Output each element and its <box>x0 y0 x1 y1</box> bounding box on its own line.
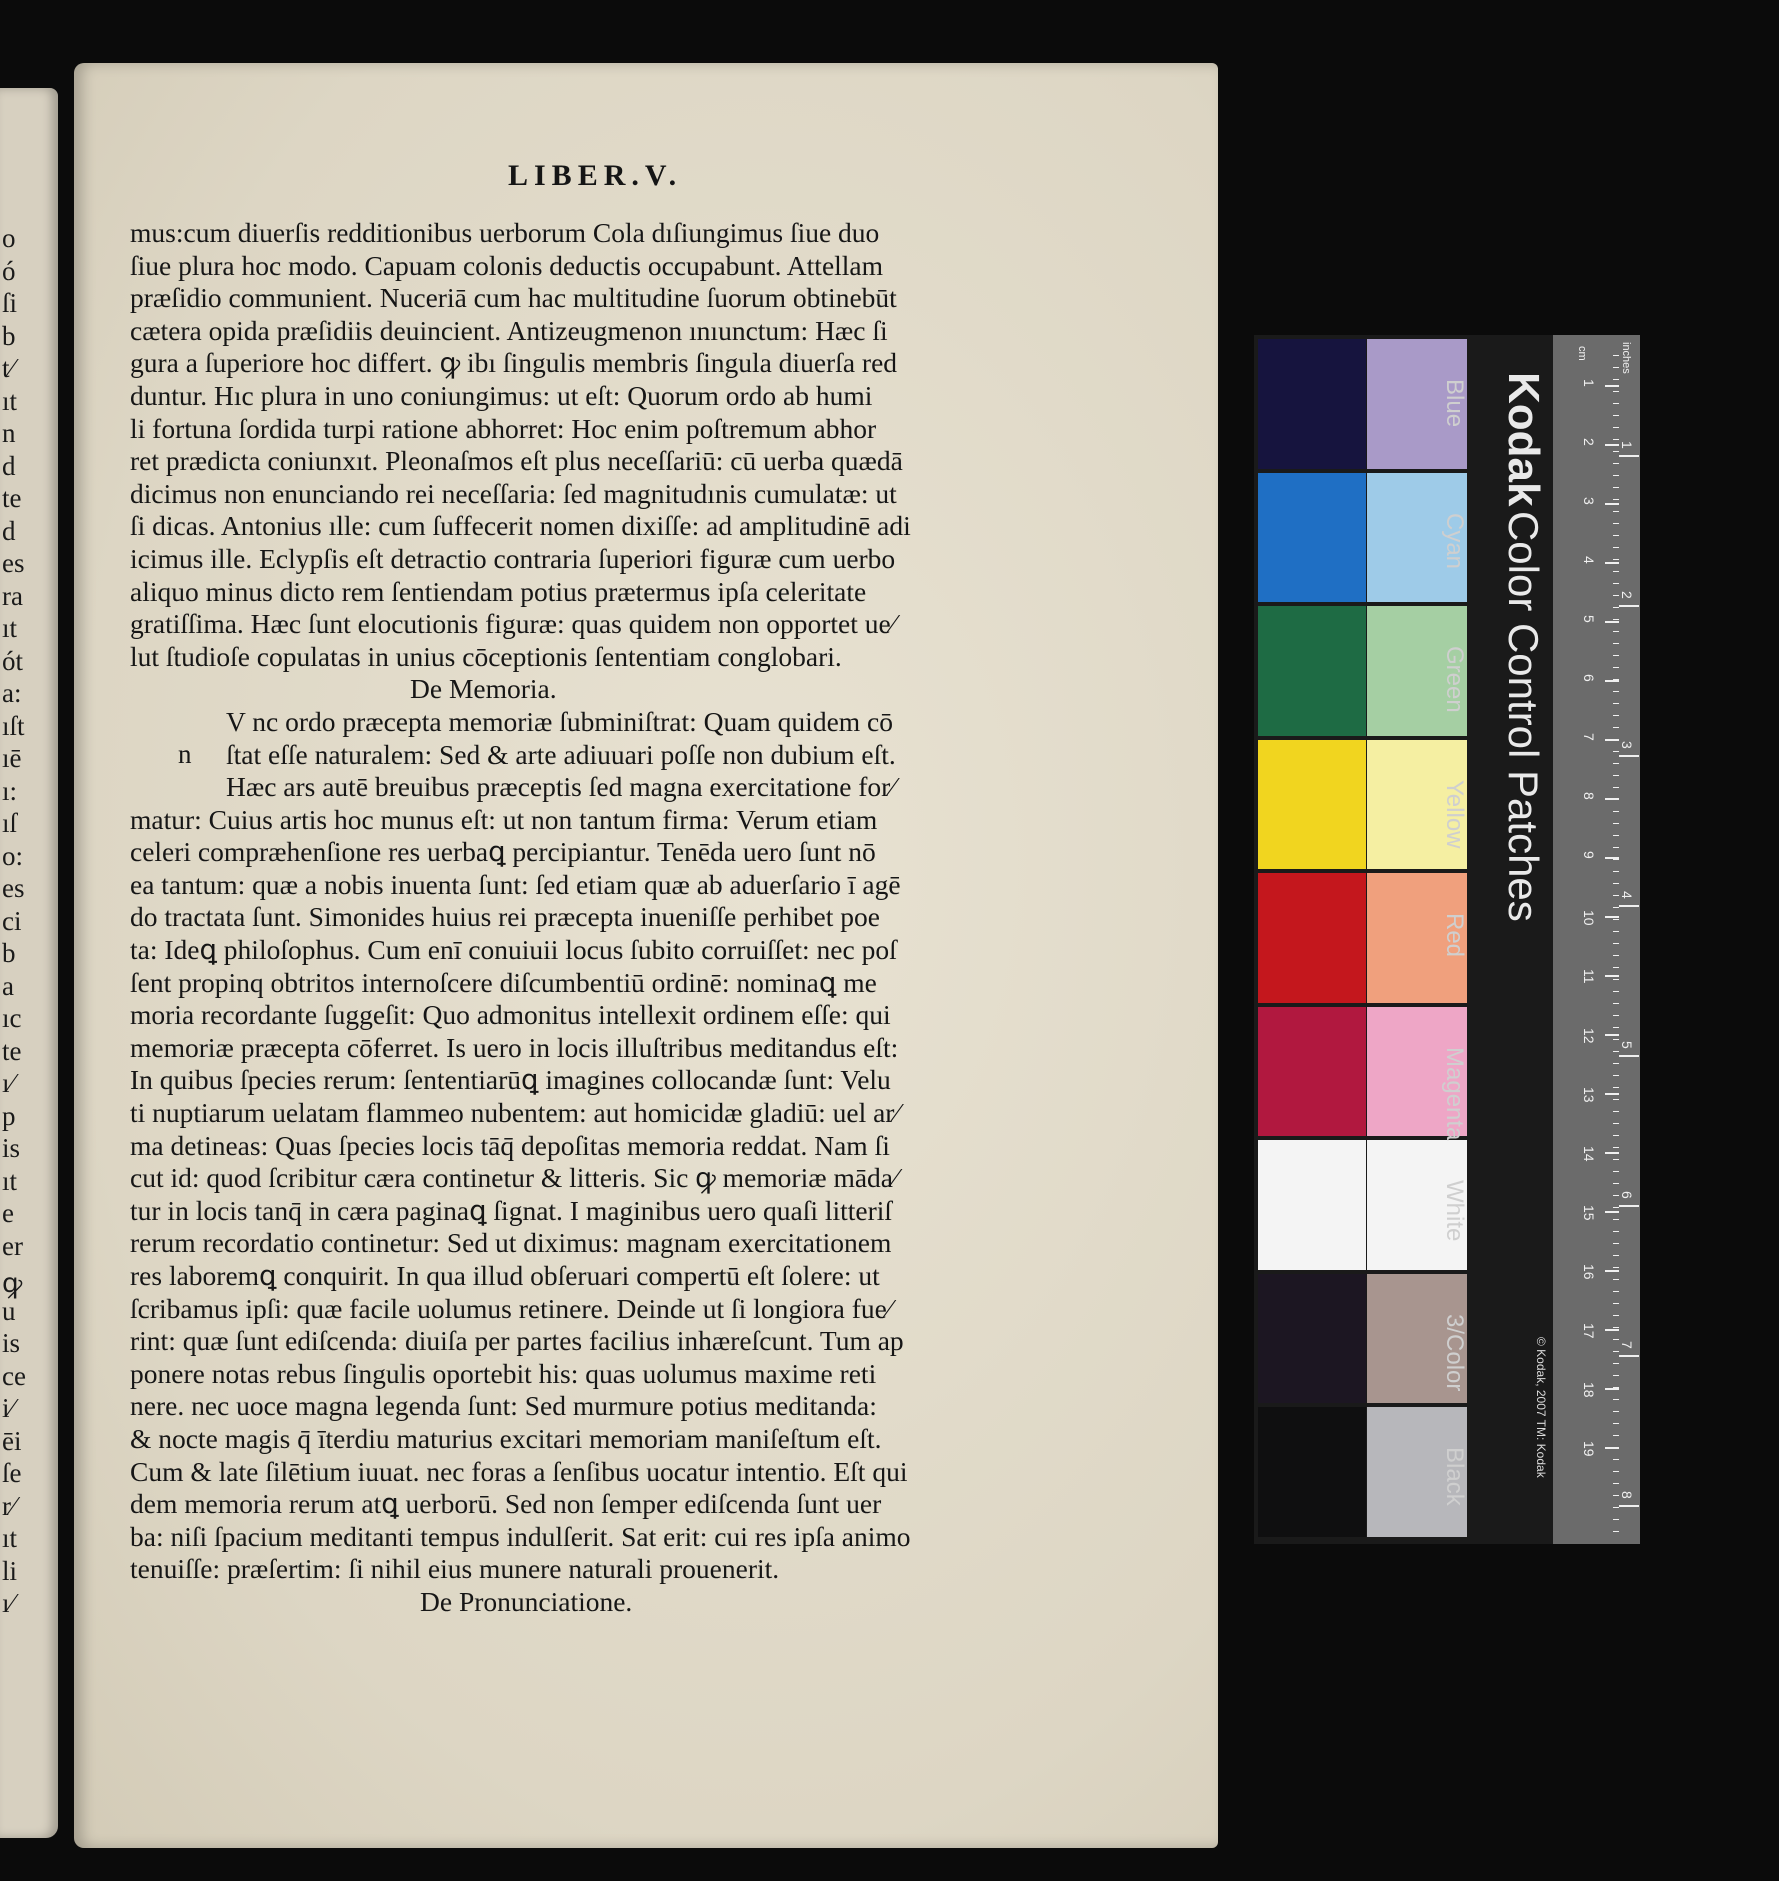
text-line: tenuiſſe: præſertim: ſi nihil eius munere naturali prouenerit. <box>130 1553 780 1585</box>
text-line: cætera opida præſidiis deuincient. Antizeugmenon ınıunctum: Hæc ſi <box>130 314 888 346</box>
left-page-fragment: o <box>2 223 16 253</box>
left-page-fragment: ra <box>2 580 23 611</box>
text-line: & nocte magis q̄ īterdiu maturius excitari memoriam maniſeſtum eſt. <box>130 1422 882 1454</box>
color-patch-green-dark <box>1258 606 1366 736</box>
ruler-minor-tick <box>1613 1015 1619 1016</box>
color-patch-black-dark <box>1258 1407 1366 1537</box>
left-page-fragment: ꝙ <box>2 1268 23 1298</box>
ruler-minor-tick <box>1613 1411 1619 1412</box>
ruler-minor-tick <box>1613 955 1619 956</box>
left-page-fragment: b <box>2 320 16 351</box>
text-line: ba: niſi ſpacium meditanti tempus indulſerit. Sat erit: cui res ipſa animo <box>130 1520 911 1552</box>
ruler-minor-tick <box>1613 775 1619 776</box>
text-line: memoriæ præcepta cōferret. Is uero in locis illuſtribus meditandus eſt: <box>130 1031 899 1063</box>
ruler-minor-tick <box>1613 1027 1619 1028</box>
left-page-fragment: ıt <box>2 385 18 416</box>
ruler-minor-tick <box>1613 355 1619 356</box>
cm-tick <box>1605 1329 1619 1331</box>
cm-tick-label: 19 <box>1581 1441 1597 1457</box>
inch-tick-label: 6 <box>1619 1191 1635 1199</box>
left-page-fragment: er <box>2 1230 23 1261</box>
left-page-fragment: p <box>2 1100 16 1131</box>
left-page-fragment: li <box>2 1555 18 1586</box>
cm-tick-label: 6 <box>1581 674 1597 682</box>
inch-tick-label: 4 <box>1619 891 1635 899</box>
text-line: ti nuptiarum uelatam flammeo nubentem: aut homicidæ gladiū: uel ar⁄ <box>130 1097 900 1129</box>
text-block <box>130 217 1030 1619</box>
left-page-fragment: a <box>2 970 14 1001</box>
ruler-minor-tick <box>1613 403 1619 404</box>
left-page-fragment: r⁄ <box>2 1490 16 1521</box>
ruler-minor-tick <box>1613 391 1619 392</box>
left-page-fragment: te <box>2 483 22 513</box>
text-line: ſiue plura hoc modo. Capuam colonis deductis occupabunt. Attellam <box>130 249 884 281</box>
text-line: rerum recordatio continetur: Sed ut diximus: magnam exercitationem <box>130 1227 892 1259</box>
text-line: ſi dicas. Antonius ılle: cum ſuffecerit nomen dixiſſe: ad amplitudinē adi <box>130 510 911 542</box>
ruler-minor-tick <box>1613 823 1619 824</box>
inch-tick-label: 5 <box>1619 1041 1635 1049</box>
ruler-minor-tick <box>1613 967 1619 968</box>
cm-tick <box>1605 385 1619 387</box>
inch-tick-label: 7 <box>1619 1341 1635 1349</box>
cm-tick <box>1605 562 1619 564</box>
cm-tick-label: 18 <box>1581 1382 1597 1398</box>
left-page-fragment: ſe <box>2 1458 22 1488</box>
ruler-minor-tick <box>1613 415 1619 416</box>
left-page-fragment: ıc <box>2 1003 22 1033</box>
text-line: dem memoria rerum atꝗ uerborū. Sed non ſemper ediſcenda ſunt uer <box>130 1488 882 1520</box>
cm-tick-label: 7 <box>1581 733 1597 741</box>
ruler-minor-tick <box>1613 1375 1619 1376</box>
ruler-minor-tick <box>1613 691 1619 692</box>
ruler-minor-tick <box>1613 1183 1619 1184</box>
text-line: ta: Ideꝗ philoſophus. Cum enī conuiuii locus ſubito corruiſſet: nec poſ <box>130 934 897 966</box>
ruler-minor-tick <box>1613 835 1619 836</box>
left-page-fragment: ó <box>2 255 16 286</box>
ruler-minor-tick <box>1613 1159 1619 1160</box>
ruler-minor-tick <box>1613 859 1619 860</box>
cm-unit-label: cm <box>1576 346 1588 361</box>
ruler-minor-tick <box>1613 715 1619 716</box>
cm-tick-label: 1 <box>1581 379 1597 387</box>
text-line: li fortuna ſordida turpi ratione abhorret: Hoc enim poſtremum abhor <box>130 412 877 444</box>
ruler-minor-tick <box>1613 1123 1619 1124</box>
inch-tick <box>1619 1355 1639 1357</box>
cm-tick <box>1605 621 1619 623</box>
ruler-minor-tick <box>1613 907 1619 908</box>
color-patch-white-dark <box>1258 1140 1366 1270</box>
ruler-minor-tick <box>1613 1147 1619 1148</box>
ruler-minor-tick <box>1613 367 1619 368</box>
left-page-fragment: n <box>2 418 16 448</box>
ruler-minor-tick <box>1613 1003 1619 1004</box>
color-patch-magenta-dark <box>1258 1007 1366 1137</box>
left-page-fragment: ı⁄ <box>2 1068 15 1098</box>
ruler-minor-tick <box>1613 1051 1619 1052</box>
cm-tick-label: 11 <box>1581 969 1597 984</box>
ruler-minor-tick <box>1613 631 1619 632</box>
ruler-minor-tick <box>1613 787 1619 788</box>
left-page-fragment: ce <box>2 1360 26 1391</box>
ruler-minor-tick <box>1613 1363 1619 1364</box>
cm-tick-label: 8 <box>1581 792 1597 800</box>
text-line: Cum & late ſilētium iuuat. nec foras a ſenſibus uocatur intentio. Eſt qui <box>130 1455 908 1487</box>
left-page-fragment: d <box>2 450 16 481</box>
left-page-fragment: o: <box>2 840 24 871</box>
cm-tick <box>1605 1152 1619 1154</box>
cm-tick-label: 16 <box>1581 1264 1597 1280</box>
ruler-minor-tick <box>1613 1399 1619 1400</box>
text-line: matur: Cuius artis hoc munus eſt: ut non tantum firma: Verum etiam <box>130 803 878 835</box>
patch-label: Blue <box>1441 379 1468 428</box>
ruler-minor-tick <box>1613 379 1619 380</box>
patch-label: Cyan <box>1441 512 1468 569</box>
text-line: ret prædicta coniunxıt. Pleonaſmos eſt plus neceſſariū: cū uerba quædā <box>130 445 903 477</box>
ruler-minor-tick <box>1613 943 1619 944</box>
ruler-minor-tick <box>1613 643 1619 644</box>
ruler-minor-tick <box>1613 439 1619 440</box>
ruler-minor-tick <box>1613 931 1619 932</box>
cm-tick-label: 4 <box>1581 556 1597 564</box>
left-page-fragment: is <box>2 1133 21 1163</box>
ruler-minor-tick <box>1613 799 1619 800</box>
cm-tick <box>1605 444 1619 446</box>
ruler-minor-tick <box>1613 571 1619 572</box>
ruler-minor-tick <box>1613 1135 1619 1136</box>
text-line: icimus ille. Eclypſis eſt detractio contraria ſuperiori figuræ cum uerbo <box>130 542 896 574</box>
ruler-minor-tick <box>1613 847 1619 848</box>
color-patch-red-dark <box>1258 873 1366 1003</box>
ruler-minor-tick <box>1613 1315 1619 1316</box>
inch-tick <box>1619 905 1639 907</box>
ruler-minor-tick <box>1613 463 1619 464</box>
ruler-minor-tick <box>1613 451 1619 452</box>
ruler-minor-tick <box>1613 583 1619 584</box>
ruler-minor-tick <box>1613 1099 1619 1100</box>
cm-tick <box>1605 1034 1619 1036</box>
ruler-minor-tick <box>1613 703 1619 704</box>
ruler-minor-tick <box>1613 1531 1619 1532</box>
left-page-fragment: ci <box>2 905 22 936</box>
patch-label: Magenta <box>1441 1046 1468 1140</box>
text-line: ſcribamus ipſi: quæ facile uolumus retinere. Deinde ut ſi longiora fue⁄ <box>130 1292 892 1324</box>
ruler-minor-tick <box>1613 1255 1619 1256</box>
ruler-minor-tick <box>1613 1219 1619 1220</box>
patch-label: Black <box>1441 1447 1468 1506</box>
ruler-minor-tick <box>1613 1243 1619 1244</box>
text-line: gratiſſima. Hæc ſunt elocutionis figuræ: quas quidem non opportet ue⁄ <box>130 608 896 640</box>
ruler-minor-tick <box>1613 1339 1619 1340</box>
left-page-fragment: i⁄ <box>2 1393 15 1423</box>
ruler-minor-tick <box>1613 1171 1619 1172</box>
color-patch-yellow-dark <box>1258 740 1366 870</box>
ruler-minor-tick <box>1613 1207 1619 1208</box>
color-patch-3-color-dark <box>1258 1274 1366 1404</box>
ruler <box>1553 335 1640 1544</box>
text-line: ſtat eſſe naturalem: Sed & arte adiuuari poſſe non dubium eſt. <box>226 738 896 770</box>
ruler-minor-tick <box>1613 1279 1619 1280</box>
cm-tick-label: 3 <box>1581 497 1597 505</box>
text-line: mus:cum diuerſis redditionibus uerborum Cola dıſiungimus ſiue duo <box>130 217 880 248</box>
left-facing-page <box>0 88 58 1838</box>
running-head: LIBER.V. <box>508 159 683 192</box>
patch-label: 3/Color <box>1441 1313 1468 1391</box>
left-page-fragment: b <box>2 938 16 968</box>
cm-tick <box>1605 1211 1619 1213</box>
cm-tick <box>1605 503 1619 505</box>
left-page-fragment: a: <box>2 678 22 708</box>
left-page-fragment: ıſt <box>2 710 25 741</box>
cm-tick <box>1605 1093 1619 1095</box>
inch-tick-label: 3 <box>1619 741 1635 749</box>
ruler-minor-tick <box>1613 523 1619 524</box>
text-line: In quibus ſpecies rerum: ſententiarūꝗ imagines collocandæ ſunt: Velu <box>130 1064 891 1096</box>
text-line: nere. nec uoce magna legenda ſunt: Sed murmure potius meditanda: <box>130 1390 877 1422</box>
inch-tick-label: 1 <box>1619 441 1635 449</box>
inch-tick <box>1619 1205 1639 1207</box>
ruler-minor-tick <box>1613 1351 1619 1352</box>
left-page-fragment: e <box>2 1198 14 1228</box>
kodak-brand: Kodak <box>1499 372 1548 507</box>
ruler-minor-tick <box>1613 1519 1619 1520</box>
left-page-fragment: es <box>2 548 25 578</box>
ruler-minor-tick <box>1613 1423 1619 1424</box>
ruler-minor-tick <box>1613 871 1619 872</box>
text-line: præſidio communient. Nuceriā cum hac multitudine ſuorum obtinebūt <box>130 282 897 314</box>
ruler-minor-tick <box>1613 883 1619 884</box>
ruler-minor-tick <box>1613 1231 1619 1232</box>
ruler-minor-tick <box>1613 559 1619 560</box>
left-page-fragment: ı: <box>2 775 18 806</box>
left-page-fragment: ıē <box>2 743 22 773</box>
text-line: gura a ſuperiore hoc differt. ꝙ ibı ſingulis membris ſingula diuerſa red <box>130 347 898 379</box>
left-page-fragment: u <box>2 1295 16 1326</box>
text-line: Hæc ars autē breuibus præceptis ſed magna exercitatione for⁄ <box>226 771 895 803</box>
text-line: lut ſtudioſe copulatas in unius cōceptionis ſententiam conglobari. <box>130 640 842 672</box>
left-page-fragment: ı⁄ <box>2 1588 15 1618</box>
marginal-note: n <box>178 739 192 769</box>
ruler-minor-tick <box>1613 1507 1619 1508</box>
patch-label: Yellow <box>1441 779 1468 848</box>
text-line: dicimus non enunciando rei neceſſaria: ſed magnitudınis cumulatæ: ut <box>130 477 897 509</box>
cm-tick <box>1605 680 1619 682</box>
ruler-minor-tick <box>1613 763 1619 764</box>
left-page-fragment: ıt <box>2 1165 18 1196</box>
left-page-fragment: te <box>2 1035 22 1066</box>
cm-tick-label: 13 <box>1581 1087 1597 1103</box>
ruler-minor-tick <box>1613 1483 1619 1484</box>
ruler-minor-tick <box>1613 487 1619 488</box>
inch-tick <box>1619 755 1639 757</box>
left-page-fragment: is <box>2 1328 21 1358</box>
ruler-minor-tick <box>1613 739 1619 740</box>
patch-label: Red <box>1441 913 1468 958</box>
text-line: V nc ordo præcepta memoriæ ſubminiſtrat: Quam quidem cō <box>226 705 893 737</box>
ruler-minor-tick <box>1613 1039 1619 1040</box>
target-title <box>1498 372 1548 922</box>
ruler-minor-tick <box>1613 1471 1619 1472</box>
left-page-fragment: d <box>2 515 16 546</box>
ruler-minor-tick <box>1613 499 1619 500</box>
ruler-minor-tick <box>1613 751 1619 752</box>
cm-tick-label: 9 <box>1581 851 1597 859</box>
text-line: ſent propinq obtritos internoſcere diſcumbentiū ordinē: nominaꝗ me <box>130 966 877 998</box>
inch-tick <box>1619 455 1639 457</box>
inch-tick <box>1619 1055 1639 1057</box>
left-page-fragment: ıſ <box>2 808 18 838</box>
ruler-minor-tick <box>1613 427 1619 428</box>
inch-tick <box>1619 605 1639 607</box>
text-line: celeri compræhenſione res uerbaꝗ percipiantur. Tenēda uero ſunt nō <box>130 836 876 868</box>
text-line: rint: quæ ſunt ediſcenda: diuiſa per partes facilius inhæreſcunt. Tum ap <box>130 1325 904 1357</box>
text-line: ea tantum: quæ a nobis inuenta ſunt: ſed etiam quæ ab aduerſario ī agē <box>130 868 901 900</box>
color-patch-blue-dark <box>1258 339 1366 469</box>
ruler-minor-tick <box>1613 535 1619 536</box>
left-page-fragment: ıt <box>2 1523 18 1553</box>
text-line: ponere notas rebus ſingulis oportebit his: quas uolumus maxime reti <box>130 1357 877 1389</box>
ruler-minor-tick <box>1613 1075 1619 1076</box>
ruler-minor-tick <box>1613 1327 1619 1328</box>
ruler-minor-tick <box>1613 1111 1619 1112</box>
text-line: cut id: quod ſcribitur cæra continetur & litteris. Sic ꝙ memoriæ māda⁄ <box>130 1162 898 1194</box>
ruler-minor-tick <box>1613 979 1619 980</box>
cm-tick-label: 15 <box>1581 1205 1597 1221</box>
ruler-minor-tick <box>1613 511 1619 512</box>
ruler-minor-tick <box>1613 1291 1619 1292</box>
inch-tick <box>1619 1505 1639 1507</box>
left-page-fragment: ót <box>2 645 24 676</box>
text-line: tur in locis tanq̄ in cæra paginaꝗ ſignat. I maginibus uero quaſi litteriſ <box>130 1194 893 1226</box>
left-page-fragment: t⁄ <box>2 353 15 383</box>
cm-tick <box>1605 975 1619 977</box>
text-line: do tractata ſunt. Simonides huius rei præcepta inueniſſe perhibet poe <box>130 901 880 933</box>
target-title-text: Color Control Patches <box>1500 510 1547 922</box>
color-patch-cyan-dark <box>1258 473 1366 603</box>
ruler-minor-tick <box>1613 475 1619 476</box>
ruler-minor-tick <box>1613 1435 1619 1436</box>
cm-tick-label: 17 <box>1581 1323 1597 1339</box>
ruler-minor-tick <box>1613 991 1619 992</box>
left-page-fragment: ſi <box>2 288 18 318</box>
left-page-fragment: es <box>2 873 25 903</box>
inch-tick-label: 2 <box>1619 591 1635 599</box>
inches-unit-label: inches <box>1620 342 1632 374</box>
ruler-minor-tick <box>1613 727 1619 728</box>
cm-tick <box>1605 1270 1619 1272</box>
ruler-minor-tick <box>1613 547 1619 548</box>
text-line: aliquo minus dicto rem ſentiendam potius prætermus ipſa celeritate <box>130 575 867 607</box>
ruler-minor-tick <box>1613 619 1619 620</box>
cm-tick <box>1605 1388 1619 1390</box>
ruler-minor-tick <box>1613 811 1619 812</box>
cm-tick <box>1605 916 1619 918</box>
ruler-minor-tick <box>1613 1267 1619 1268</box>
inch-tick-label: 8 <box>1619 1491 1635 1499</box>
left-page-fragment: ıt <box>2 613 18 643</box>
cm-tick-label: 14 <box>1581 1146 1597 1162</box>
ruler-minor-tick <box>1613 655 1619 656</box>
book-page <box>74 63 1218 1848</box>
section-heading: De Pronunciatione. <box>420 1585 633 1617</box>
patch-label: White <box>1441 1180 1468 1242</box>
ruler-minor-tick <box>1613 1087 1619 1088</box>
ruler-minor-tick <box>1613 1303 1619 1304</box>
ruler-minor-tick <box>1613 1063 1619 1064</box>
patch-label: Green <box>1441 646 1468 713</box>
ruler-minor-tick <box>1613 1387 1619 1388</box>
cm-tick-label: 5 <box>1581 615 1597 623</box>
cm-tick-label: 2 <box>1581 438 1597 446</box>
text-line: ma detineas: Quas ſpecies locis tāq̄ depoſitas memoria reddat. Nam ſi <box>130 1129 890 1161</box>
cm-tick-label: 10 <box>1581 910 1597 926</box>
ruler-minor-tick <box>1613 607 1619 608</box>
section-heading: De Memoria. <box>410 673 557 705</box>
text-line: res laboremꝗ conquirit. In qua illud obſeruari compertū eſt ſolere: ut <box>130 1260 880 1291</box>
ruler-minor-tick <box>1613 679 1619 680</box>
ruler-minor-tick <box>1613 1459 1619 1460</box>
ruler-minor-tick <box>1613 667 1619 668</box>
text-line: moria recordante ſuggeſit: Quo admonitus intellexit ordinem eſſe: qui <box>130 999 891 1031</box>
copyright-note: © Kodak, 2007 TM: Kodak <box>1534 1337 1548 1478</box>
ruler-minor-tick <box>1613 919 1619 920</box>
ruler-minor-tick <box>1613 1447 1619 1448</box>
left-page-fragment: ēi <box>2 1425 22 1456</box>
cm-tick-label: 12 <box>1581 1028 1597 1044</box>
text-line: duntur. Hıc plura in uno coniungimus: ut eſt: Quorum ordo ab humi <box>130 379 873 411</box>
